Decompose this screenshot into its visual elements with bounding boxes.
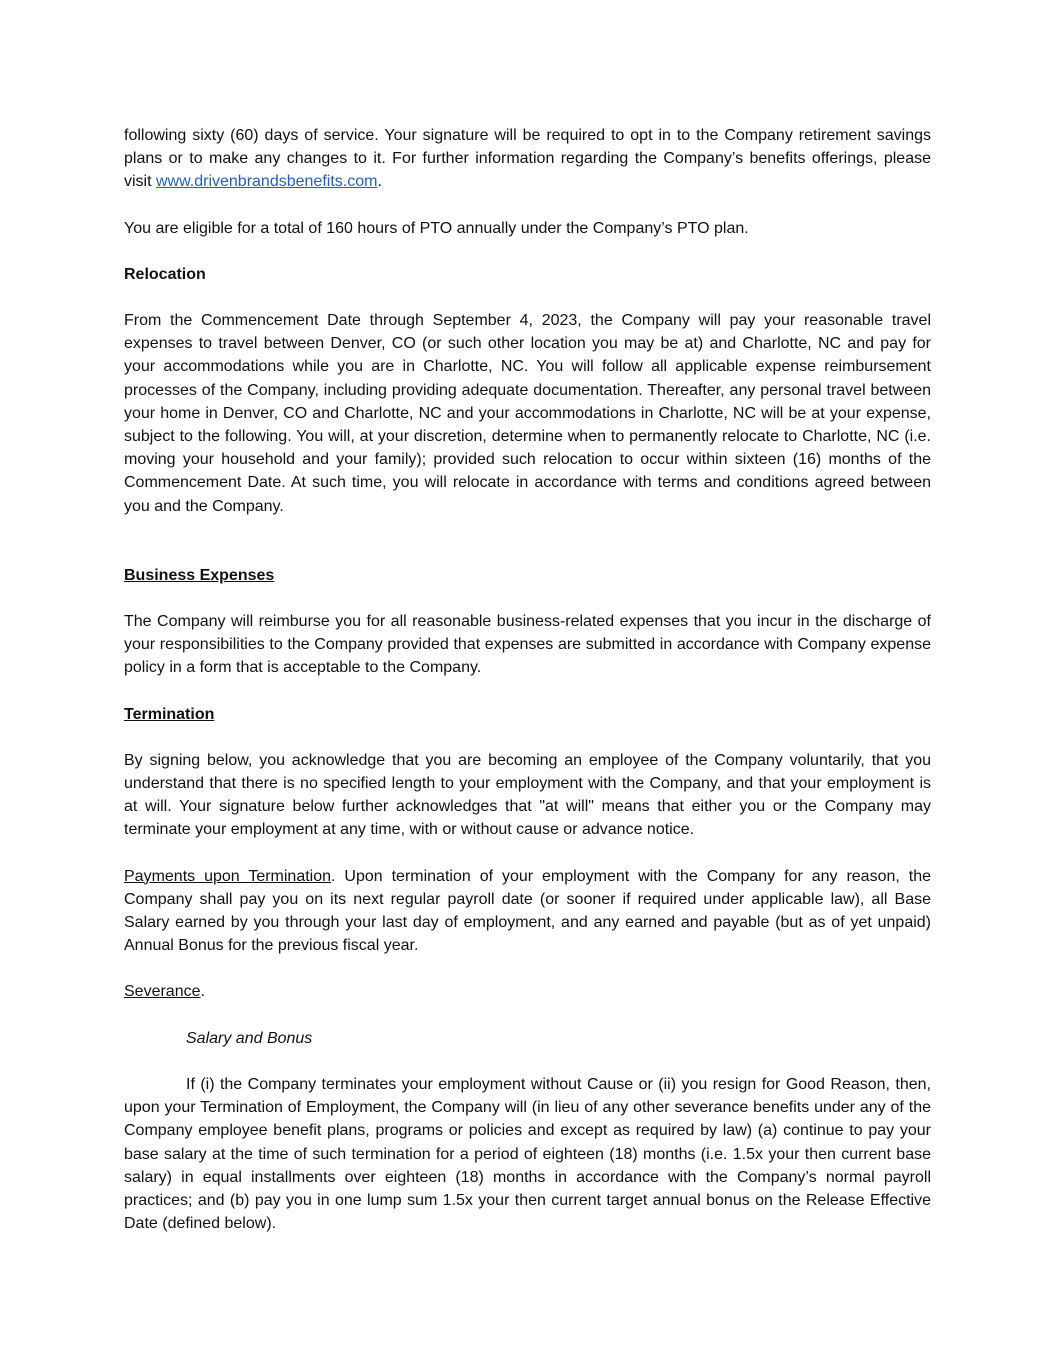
- severance-line: [124, 980, 931, 1003]
- payments-label: Payments upon Termination: [124, 867, 332, 885]
- severance-suffix: .: [200, 983, 205, 1001]
- benefits-text: following sixty (60) days of service. Your signature will be required to opt in to the Company retirement savings plans or to make any changes to it. For further information regarding the Company’s benefits offerings, please visit: [124, 127, 931, 191]
- benefits-link[interactable]: www.drivenbrandsbenefits.com: [156, 173, 378, 191]
- payments-body: . Upon termination of your employment with the Company for any reason, the Company shall pay you on its next regular payroll date (or sooner if required under applicable law), all Base Salary earned by you through your last day of employment, and any earned and payable (but as of yet unpaid) Annual Bonus for the previous fiscal year.: [124, 867, 931, 955]
- salary-bonus-heading: Salary and Bonus: [186, 1029, 313, 1047]
- severance-label: Severance: [124, 983, 201, 1001]
- benefits-paragraph: [124, 124, 931, 194]
- relocation-paragraph: From the Commencement Date through September 4, 2023, the Company will pay your reasonable travel expenses to travel between Denver, CO (or such other location you may be at) and Charlotte, NC and pay for your accommodations while you are in Charlotte, NC. You will follow all applicable expense reimbursement processes of the Company, including providing adequate documentation. Thereafter, any personal travel between your home in Denver, CO and Charlotte, NC and your accommodations in Charlotte, NC will be at your expense, subject to the following. You will, at your discretion, determine when to permanently relocate to Charlotte, NC (i.e. moving your household and your family); provided such relocation to occur within sixteen (16) months of the Commencement Date. At such time, you will relocate in accordance with terms and conditions agreed between you and the Company.: [124, 312, 931, 515]
- relocation-heading: Relocation: [124, 265, 206, 283]
- benefits-text-end: .: [377, 173, 382, 191]
- business-expenses-heading: Business Expenses: [124, 566, 275, 584]
- document-page: [124, 124, 931, 1235]
- termination-paragraph: By signing below, you acknowledge that you are becoming an employee of the Company voluntarily, that you understand that there is no specified length to your employment with the Company, and that your employment is at will. Your signature below further acknowledges that "at will" means that either you or the Company may terminate your employment at any time, with or without cause or advance notice.: [124, 751, 931, 839]
- termination-heading: Termination: [124, 705, 215, 723]
- business-expenses-paragraph: The Company will reimburse you for all reasonable business-related expenses that you incur in the discharge of your responsibilities to the Company provided that expenses are submitted in accordance with Company expense policy in a form that is acceptable to the Company.: [124, 613, 931, 677]
- payments-paragraph: [124, 865, 931, 958]
- salary-bonus-paragraph: If (i) the Company terminates your employment without Cause or (ii) you resign for Good Reason, then, upon your Termination of Employment, the Company will (in lieu of any other severance benefits under any of the Company employee benefit plans, programs or policies and except as required by law) (a) continue to pay your base salary at the time of such termination for a period of eighteen (18) months (i.e. 1.5x your then current base salary) in equal installments over eighteen (18) months in accordance with the Company’s normal payroll practices; and (b) pay you in one lump sum 1.5x your then current target annual bonus on the Release Effective Date (defined below).: [124, 1075, 931, 1233]
- pto-paragraph: You are eligible for a total of 160 hours of PTO annually under the Company’s PTO plan.: [124, 219, 749, 237]
